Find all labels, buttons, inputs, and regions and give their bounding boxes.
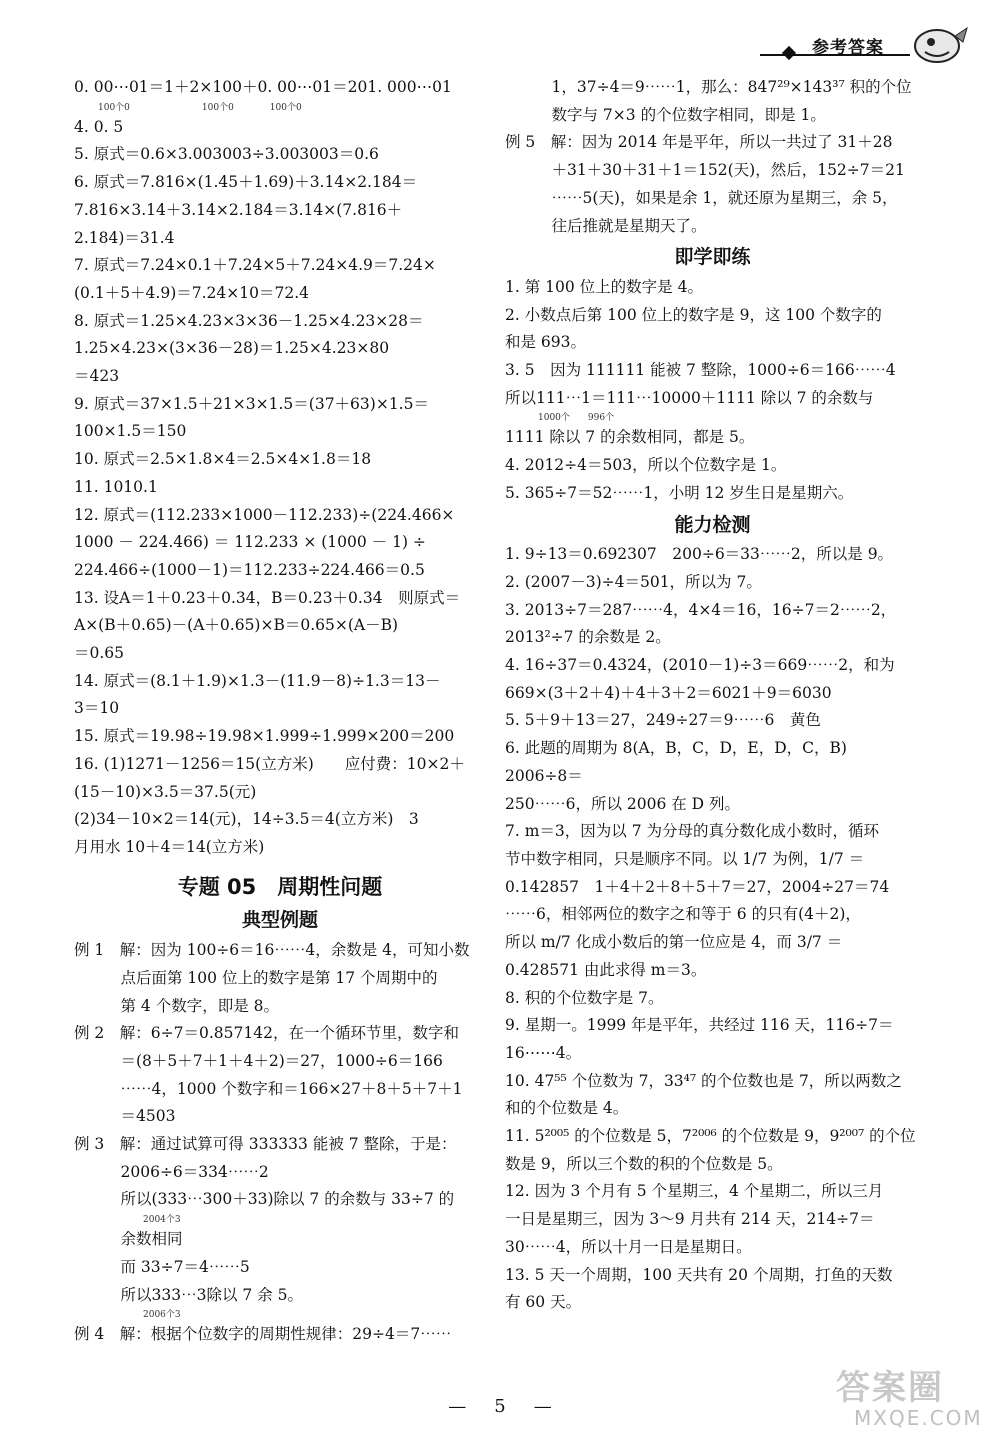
- text-line: 节中数字相同，只是顺序不同。以 1/7 为例，1/7 ＝: [505, 849, 865, 868]
- text-line: 例 5 解：因为 2014 年是平年，所以一共过了 31＋28: [505, 133, 893, 152]
- text-line: 0.142857 1＋4＋2＋8＋5＋7＝27，2004÷27＝74: [505, 877, 890, 896]
- text-line: ⋯⋯5(天)，如果是余 1，就还原为星期三，余 5，: [505, 188, 898, 207]
- text-line: 有 60 天。: [505, 1293, 582, 1312]
- text-line: 250⋯⋯6，所以 2006 在 D 列。: [505, 794, 741, 813]
- text-line: 2006÷6＝334⋯⋯2: [74, 1162, 269, 1181]
- text-line: 14. 原式＝(8.1＋1.9)×1.3－(11.9－8)÷1.3＝13－: [74, 671, 441, 690]
- text-line: 15. 原式＝19.98÷19.98×1.999÷1.999×200＝200: [74, 727, 455, 746]
- text-line: 5. 5＋9＋13＝27，249÷27＝9⋯⋯6 黄色: [505, 711, 821, 730]
- text-line: 12. 因为 3 个月有 5 个星期三，4 个星期二，所以三月: [505, 1182, 884, 1201]
- text-line: 点后面第 100 位上的数字是第 17 个周期中的: [74, 968, 438, 987]
- text-line: 2. (2007－3)÷4＝501，所以为 7。: [505, 572, 762, 591]
- text-line: 3. 2013÷7＝287⋯⋯4，4×4＝16，16÷7＝2⋯⋯2，: [505, 600, 897, 619]
- text-line: 6. 此题的周期为 8(A，B，C，D，E，D，C，B) 2006÷8＝: [505, 739, 863, 785]
- underbrace-note: 1000个 996个: [529, 413, 615, 424]
- text-line: 1. 9÷13＝0.692307 200÷6＝33⋯⋯2，所以是 9。: [505, 545, 894, 564]
- text-line: 11. 1010.1: [74, 477, 158, 496]
- text-line: 7. 原式＝7.24×0.1＋7.24×5＋7.24×4.9＝7.24×: [74, 256, 436, 275]
- text-line: 4. 0. 5: [74, 117, 124, 136]
- text-line: ＝(8＋5＋7＋1＋4＋2)＝27，1000÷6＝166: [74, 1051, 443, 1070]
- text-line: (0.1＋5＋4.9)＝7.24×10＝72.4: [74, 283, 309, 302]
- text-line: 所以 m/7 化成小数后的第一位应是 4，而 3/7 ＝: [505, 933, 843, 952]
- text-line: 月用水 10＋4＝14(立方米): [74, 837, 265, 856]
- watermark-site-text: MXQE.COM: [854, 1406, 983, 1430]
- text-line: 669×(3＋2＋4)＋4＋3＋2＝6021＋9＝6030: [505, 683, 832, 702]
- text-line: 第 4 个数字，即是 8。: [74, 996, 280, 1015]
- section-heading: 典型例题: [241, 909, 318, 932]
- text-line: ⋯⋯4，1000 个数字和＝166×27＋8＋5＋7＋1: [74, 1079, 463, 1098]
- text-line: 100×1.5＝150: [74, 422, 187, 441]
- left-column: [74, 74, 486, 1349]
- text-line: 2. 小数点后第 100 位上的数字是 9，这 100 个数字的: [505, 305, 882, 324]
- section-heading: 能力检测: [674, 513, 751, 536]
- text-line: 9. 原式＝37×1.5＋21×3×1.5＝(37＋63)×1.5＝: [74, 394, 429, 413]
- text-line: ＋31＋30＋31＋1＝152(天)，然后，152÷7＝21: [505, 161, 905, 180]
- text-line: 8. 原式＝1.25×4.23×3×36－1.25×4.23×28＝: [74, 311, 424, 330]
- text-line: 一日是星期三，因为 3～9 月共有 214 天，214÷7＝: [505, 1210, 875, 1229]
- text-line: 1.25×4.23×(3×36－28)＝1.25×4.23×80: [74, 339, 390, 358]
- text-line: 12. 原式＝(112.233×1000－112.233)÷(224.466×: [74, 505, 455, 524]
- watermark-logo-text: 答案圈: [836, 1368, 944, 1408]
- text-line: 224.466÷(1000－1)＝112.233÷224.466＝0.5: [74, 560, 425, 579]
- text-line: 4. 16÷37＝0.4324，(2010－1)÷3＝669⋯⋯2，和为: [505, 656, 895, 675]
- page-footer: — 5 —: [448, 1396, 552, 1417]
- text-line: 16. (1)1271－1256＝15(立方米) 应付费：10×2＋: [74, 754, 465, 773]
- text-line: 13. 5 天一个周期，100 天共有 20 个周期，打鱼的天数: [505, 1265, 893, 1284]
- text-line: ＝4503: [74, 1107, 176, 1126]
- text-line: 9. 星期一。1999 年是平年，共经过 116 天，116÷7＝: [505, 1016, 894, 1035]
- text-line: 例 3 解：通过试算可得 333333 能被 7 整除，于是：: [74, 1135, 457, 1154]
- text-line: 而 33÷7＝4⋯⋯5: [74, 1257, 250, 1276]
- text-line: 2.184)＝31.4: [74, 228, 175, 247]
- text-line: A×(B＋0.65)－(A＋0.65)×B＝0.65×(A－B): [74, 616, 399, 635]
- text-line: 0.428571 由此求得 m＝3。: [505, 960, 707, 979]
- text-line: 5. 原式＝0.6×3.003003÷3.003003＝0.6: [74, 145, 379, 164]
- text-line: 和是 693。: [505, 333, 587, 352]
- section-heading: 即学即练: [674, 246, 751, 269]
- text-line: 数字与 7×3 的个位数字相同，即是 1。: [505, 105, 826, 124]
- text-line: 10. 47⁵⁵ 个位数为 7，33⁴⁷ 的个位数也是 7，所以两数之: [505, 1071, 902, 1090]
- text-line: 例 2 解：6÷7＝0.857142，在一个循环节里，数字和: [74, 1024, 459, 1043]
- text-line: 30⋯⋯4，所以十月一日是星期日。: [505, 1237, 752, 1256]
- text-line: 5. 365÷7＝52⋯⋯1，小明 12 岁生日是星期六。: [505, 483, 854, 502]
- text-line: 6. 原式＝7.816×(1.45＋1.69)＋3.14×2.184＝: [74, 173, 418, 192]
- text-line: 例 4 解：根据个位数字的周期性规律：29÷4＝7⋯⋯: [74, 1325, 452, 1344]
- text-line: 所以111⋯1＝111⋯10000＋1111 除以 7 的余数与: [505, 388, 874, 407]
- text-line: 10. 原式＝2.5×1.8×4＝2.5×4×1.8＝18: [74, 450, 372, 469]
- header-diamond-icon: [782, 46, 796, 60]
- text-line: 例 1 解：因为 100÷6＝16⋯⋯4，余数是 4，可知小数: [74, 941, 470, 960]
- header-label: 参考答案: [812, 38, 884, 58]
- text-line: 1. 第 100 位上的数字是 4。: [505, 277, 703, 296]
- text-line: ＝0.65: [74, 644, 125, 663]
- text-line: 2013²÷7 的余数是 2。: [505, 628, 671, 647]
- underbrace-note: 2006个3: [98, 1310, 181, 1321]
- right-column: [505, 74, 920, 1317]
- watermark: [836, 1360, 986, 1440]
- text-line: 4. 2012÷4＝503，所以个位数字是 1。: [505, 456, 787, 475]
- text-line: (2)34－10×2＝14(元)，14÷3.5＝4(立方米) 3: [74, 810, 419, 829]
- text-line: 11. 5²⁰⁰⁵ 的个位数是 5，7²⁰⁰⁶ 的个位数是 9，9²⁰⁰⁷ 的个位: [505, 1127, 916, 1146]
- text-line: (15－10)×3.5＝37.5(元): [74, 782, 257, 801]
- page-number: 5: [494, 1396, 506, 1417]
- text-line: 7. m＝3，因为以 7 为分母的真分数化成小数时，循环: [505, 822, 879, 841]
- text-line: 数是 9，所以三个数的积的个位数是 5。: [505, 1154, 783, 1173]
- underbrace-note: 2004个3: [98, 1215, 181, 1226]
- text-line: 13. 设A＝1＋0.23＋0.34，B＝0.23＋0.34 则原式＝: [74, 588, 461, 607]
- text-line: 1000 － 224.466) ＝ 112.233 × (1000 － 1) ÷: [74, 533, 426, 552]
- text-line: 3. 5 因为 111111 能被 7 整除，1000÷6＝166⋯⋯4: [505, 361, 896, 380]
- text-line: 7.816×3.14＋3.14×2.184＝3.14×(7.816＋: [74, 200, 403, 219]
- text-line: ＝423: [74, 367, 120, 386]
- text-line: ⋯⋯6，相邻两位的数字之和等于 6 的只有(4＋2)，: [505, 905, 861, 924]
- text-line: 3＝10: [74, 699, 120, 718]
- text-line: 和的个位数是 4。: [505, 1099, 629, 1118]
- cartoon-mascot-icon: [905, 22, 969, 66]
- text-line: 0. 00⋯01＝1＋2×100＋0. 00⋯01＝201. 000⋯01: [74, 78, 452, 96]
- text-line: 1，37÷4＝9⋯⋯1，那么：847²⁹×143³⁷ 积的个位: [505, 78, 912, 96]
- text-line: 所以(333⋯300＋33)除以 7 的余数与 33÷7 的: [74, 1190, 455, 1209]
- text-line: 16⋯⋯4。: [505, 1043, 582, 1062]
- text-line: 1111 除以 7 的余数相同，都是 5。: [505, 428, 755, 447]
- section-heading: 专题 05 周期性问题: [177, 874, 383, 899]
- text-line: 往后推就是星期天了。: [505, 216, 707, 235]
- text-line: 余数相同: [74, 1230, 183, 1249]
- text-line: 所以333⋯3除以 7 余 5。: [74, 1285, 303, 1304]
- text-line: 8. 积的个位数字是 7。: [505, 988, 664, 1007]
- underbrace-note: 100个0 100个0 100个0: [98, 102, 302, 113]
